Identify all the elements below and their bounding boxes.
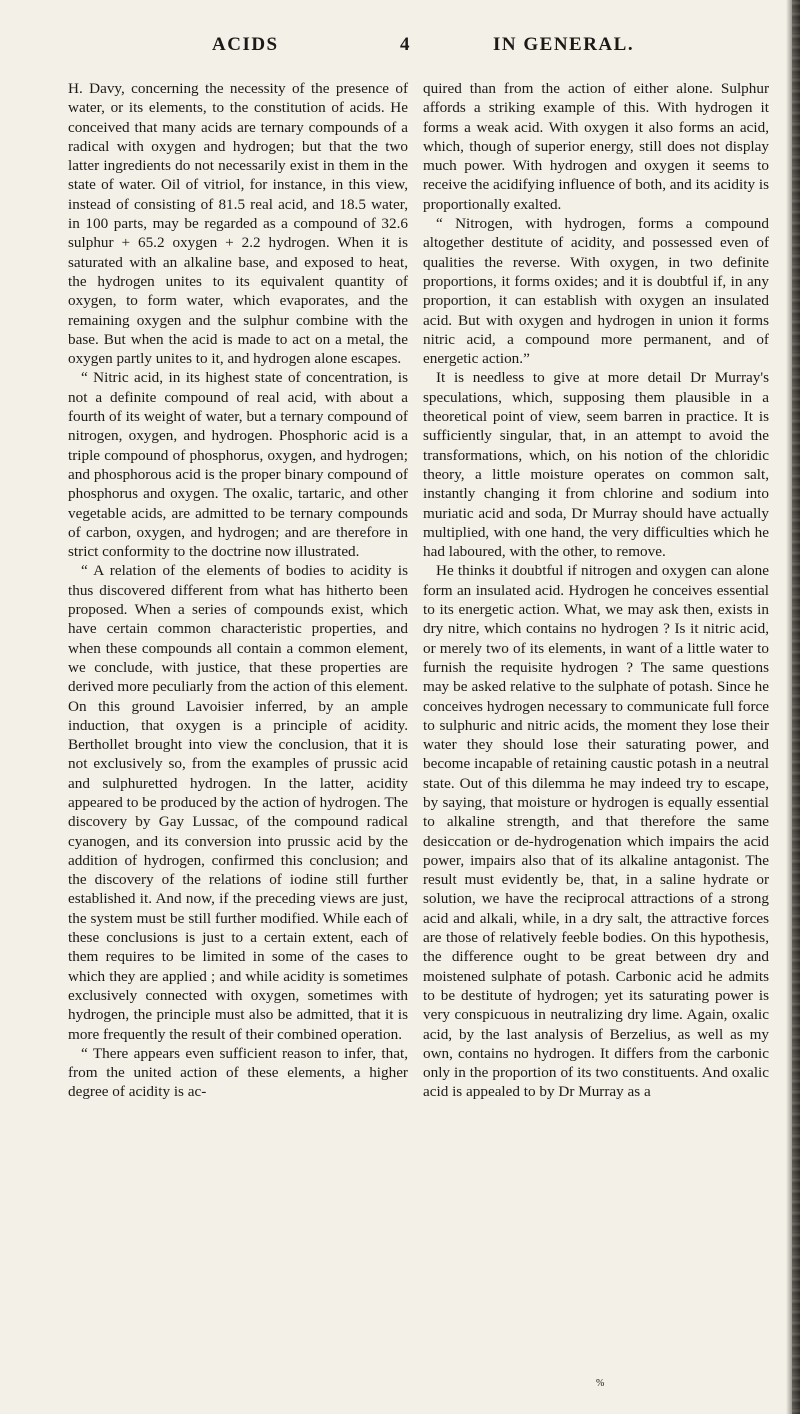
right-column bbox=[423, 79, 769, 1102]
left-paragraph: H. Davy, concerning the necessity of the presence of water, or its elements, to the constitution of acids. He conceived that many acids are ternary compounds of a radical with oxygen and hydrogen; but that the two latter ingredients do not necessarily exist in them in the state of water. Oil of vitriol, for instance, in this view, instead of consisting of 81.5 real acid, and 18.5 water, in 100 parts, may be regarded as a compound of 32.6 sulphur + 65.2 oxygen + 2.2 hydrogen. When it is saturated with an alkaline base, and exposed to heat, the hydrogen unites to its equivalent quantity of oxygen, to form water, which evaporates, and the remaining oxygen and the sulphur combine with the base. But when the acid is made to act on a metal, the oxygen partly unites to it, and hydrogen alone escapes. bbox=[68, 80, 408, 368]
left-paragraph: “ A relation of the elements of bodies to acidity is thus discovered different from what has hitherto been proposed. When a series of compounds exist, which have certain common characteristic properties, and when these compounds all contain a common element, we conclude, with justice, that these properties are derived more peculiarly from the action of this element. On this ground Lavoisier inferred, by an ample induction, that oxygen is a principle of acidity. Berthollet brought into view the conclusion, that it is not exclusively so, from the examples of prussic acid and sulphuretted hydrogen. In the latter, acidity appeared to be produced by the action of hydrogen. The discovery by Gay Lussac, of the compound radical cyanogen, and its conversion into prussic acid by the addition of hydrogen, confirmed this conclusion; and the discovery of the relations of iodine still further established it. And now, if the preceding views are just, the system must be still further modified. While each of these conclusions is just to a certain extent, each of them requires to be limited in some of the cases to which they are applied ; and while acidity is sometimes exclusively connected with oxygen, sometimes with hydrogen, the principle must also be admitted, that it is more frequently the result of their combined operation. bbox=[68, 562, 408, 1043]
left-paragraph: “ There appears even sufficient reason to infer, that, from the united action of these elements, a higher degree of acidity is ac- bbox=[68, 1044, 408, 1101]
right-paragraph: It is needless to give at more detail Dr Murray's speculations, which, supposing them plausible in a theoretical point of view, seem barren in practice. It is sufficiently singular, that, in an attempt to avoid the transformations, which, on his notion of the chloridic theory, a little moisture operates on common salt, instantly changing it from chlorine and sodium into muriatic acid and soda, Dr Murray should have actually multiplied, with one hand, the very difficulties which he had laboured, with the other, to remove. bbox=[423, 369, 769, 561]
right-paragraph: “ Nitrogen, with hydrogen, forms a compound altogether destitute of acidity, and possessed even of qualities the reverse. With oxygen, in two definite proportions, it forms oxides; and it is doubtful if, in any proportion, it can establish with oxygen an insulated acid. But with oxygen and hydrogen in union it forms nitric acid, a compound more permanent, and of energetic action.” bbox=[423, 215, 769, 368]
right-paragraph: quired than from the action of either alone. Sulphur affords a striking example of this. With hydrogen it forms a weak acid. With oxygen it also forms an acid, which, though of superior energy, still does not display much power. With hydrogen and oxygen it seems to receive the acidifying influence of both, and its acidity is proportionally exalted. bbox=[423, 80, 769, 213]
running-header bbox=[0, 34, 800, 64]
right-paragraph: He thinks it doubtful if nitrogen and oxygen can alone form an insulated acid. Hydrogen he conceives essential to its energetic action. What, we may ask then, exists in dry nitre, which contains no hydrogen ? Is it nitric acid, or merely two of its elements, in want of a little water to furnish the requisite hydrogen ? The same questions may be asked relative to the sulphate of potash. Since he conceives hydrogen necessary to communicate full force to sulphuric and nitric acids, the moment they lose their water they should lose their saturating power, and become incapable of retaining caustic potash in a neutral state. Out of this dilemma he may indeed try to escape, by saying, that moisture or hydrogen is equally essential to alkaline strength, and that therefore the same desiccation or de-hydrogenation which impairs the acid power, impairs also that of its alkaline antagonist. The result must evidently be, that, in a saline hydrate or solution, we have the reciprocal attractions of a strong acid and alkali, while, in a dry salt, the attractive forces are those of relatively feeble bodies. On this hypothesis, the difference ought to be great between dry and moistened sulphate of potash. Carbonic acid he admits to be destitute of hydrogen; yet its saturating power is very conspicuous in neutralizing dry lime. Again, oxalic acid, by the last analysis of Berzelius, as well as my own, contains no hydrogen. It differs from the carbonic only in the proportion of its two constituents. And oxalic acid is appealed to by Dr Murray as a bbox=[423, 562, 769, 1101]
footer-mark: % bbox=[596, 1378, 605, 1389]
page-edge-texture bbox=[792, 0, 800, 1414]
header-right: IN GENERAL. bbox=[493, 34, 635, 55]
left-column bbox=[68, 79, 408, 1102]
left-paragraph: “ Nitric acid, in its highest state of concentration, is not a definite compound of real acid, with about a fourth of its weight of water, but a ternary compound of nitrogen, oxygen, and hydrogen. Phosphoric acid is a triple compound of phosphorus, oxygen, and hydrogen; and phosphorous acid is the proper binary compound of phosphorus and oxygen. The oxalic, tartaric, and other vegetable acids, are admitted to be ternary compounds of carbon, oxygen, and hydrogen; and are therefore in strict conformity to the doctrine now illustrated. bbox=[68, 369, 408, 561]
header-left: ACIDS bbox=[212, 34, 279, 55]
page-number: 4 bbox=[400, 34, 411, 55]
